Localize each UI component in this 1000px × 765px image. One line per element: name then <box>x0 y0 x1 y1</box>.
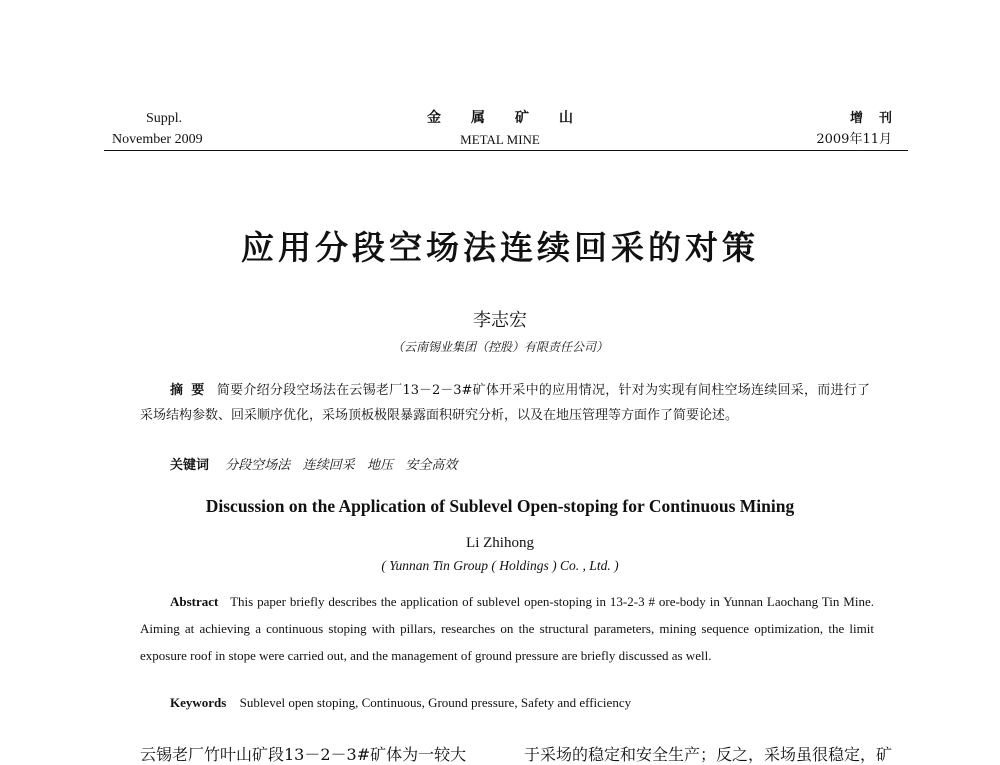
keyword-cn: 分段空场法 <box>225 458 291 473</box>
issue-date-en: November 2009 <box>112 132 203 147</box>
author-name-cn: 李志宏 <box>473 310 527 331</box>
issue-date-cn: 2009年11月 <box>816 132 892 147</box>
body-text-right-column: 于采场的稳定和安全生产；反之，采场虽很稳定，矿 <box>524 745 893 764</box>
abstract-en-text: This paper briefly describes the application of sublevel open-stoping in 13-2-3 # ore-body in Yunnan Laochang Tin Mine. Aiming at achieving a continuous stoping with pillars, researches on the structural parameters, mining sequence optimization, the limit exposure roof in stope were carried out, and the management of ground pressure are briefly discussed as well. <box>140 594 874 663</box>
keyword-cn: 地压 <box>367 458 394 473</box>
journal-header-right <box>816 108 908 150</box>
body-text-left-column: 云锡老厂竹叶山矿段13－2－3#矿体为一较大 <box>140 745 467 764</box>
keywords-en-label: Keywords <box>170 695 227 710</box>
abstract-cn-text: 简要介绍分段空场法在云锡老厂13－2－3#矿体开采中的应用情况，针对为实现有间柱空场连续回采，而进行了采场结构参数、回采顺序优化，采场顶板极限暴露面积研究分析，以及在地压管理等方面作了简要论述。 <box>140 383 870 423</box>
abstract-cn <box>140 378 870 428</box>
header-rule <box>104 150 908 151</box>
keywords-en <box>170 692 631 714</box>
abstract-en <box>140 588 874 669</box>
affiliation-cn: （云南锡业集团（控股）有限责任公司） <box>391 340 608 354</box>
paper-title-en: Discussion on the Application of Sublevel Open-stoping for Continuous Mining <box>205 496 795 516</box>
keywords-en-text: Sublevel open stoping, Continuous, Ground pressure, Safety and efficiency <box>239 695 632 710</box>
journal-name-en: METAL MINE <box>460 132 540 147</box>
affiliation-en: ( Yunnan Tin Group ( Holdings ) Co. , Ltd. ) <box>381 558 619 573</box>
paper-title-cn: 应用分段空场法连续回采的对策 <box>241 228 759 267</box>
abstract-en-label: Abstract <box>170 594 219 609</box>
keywords-cn-label: 关键词 <box>170 458 210 473</box>
keywords-cn <box>170 455 457 477</box>
supplement-label: Suppl. <box>146 111 183 126</box>
abstract-cn-label: 摘要 <box>170 383 213 398</box>
journal-name-cn: 金属矿山 <box>427 110 603 126</box>
author-name-en: Li Zhihong <box>466 535 534 551</box>
supplement-label-cn: 增刊 <box>849 111 908 126</box>
keyword-cn: 连续回采 <box>302 458 355 473</box>
keyword-cn: 安全高效 <box>405 458 458 473</box>
